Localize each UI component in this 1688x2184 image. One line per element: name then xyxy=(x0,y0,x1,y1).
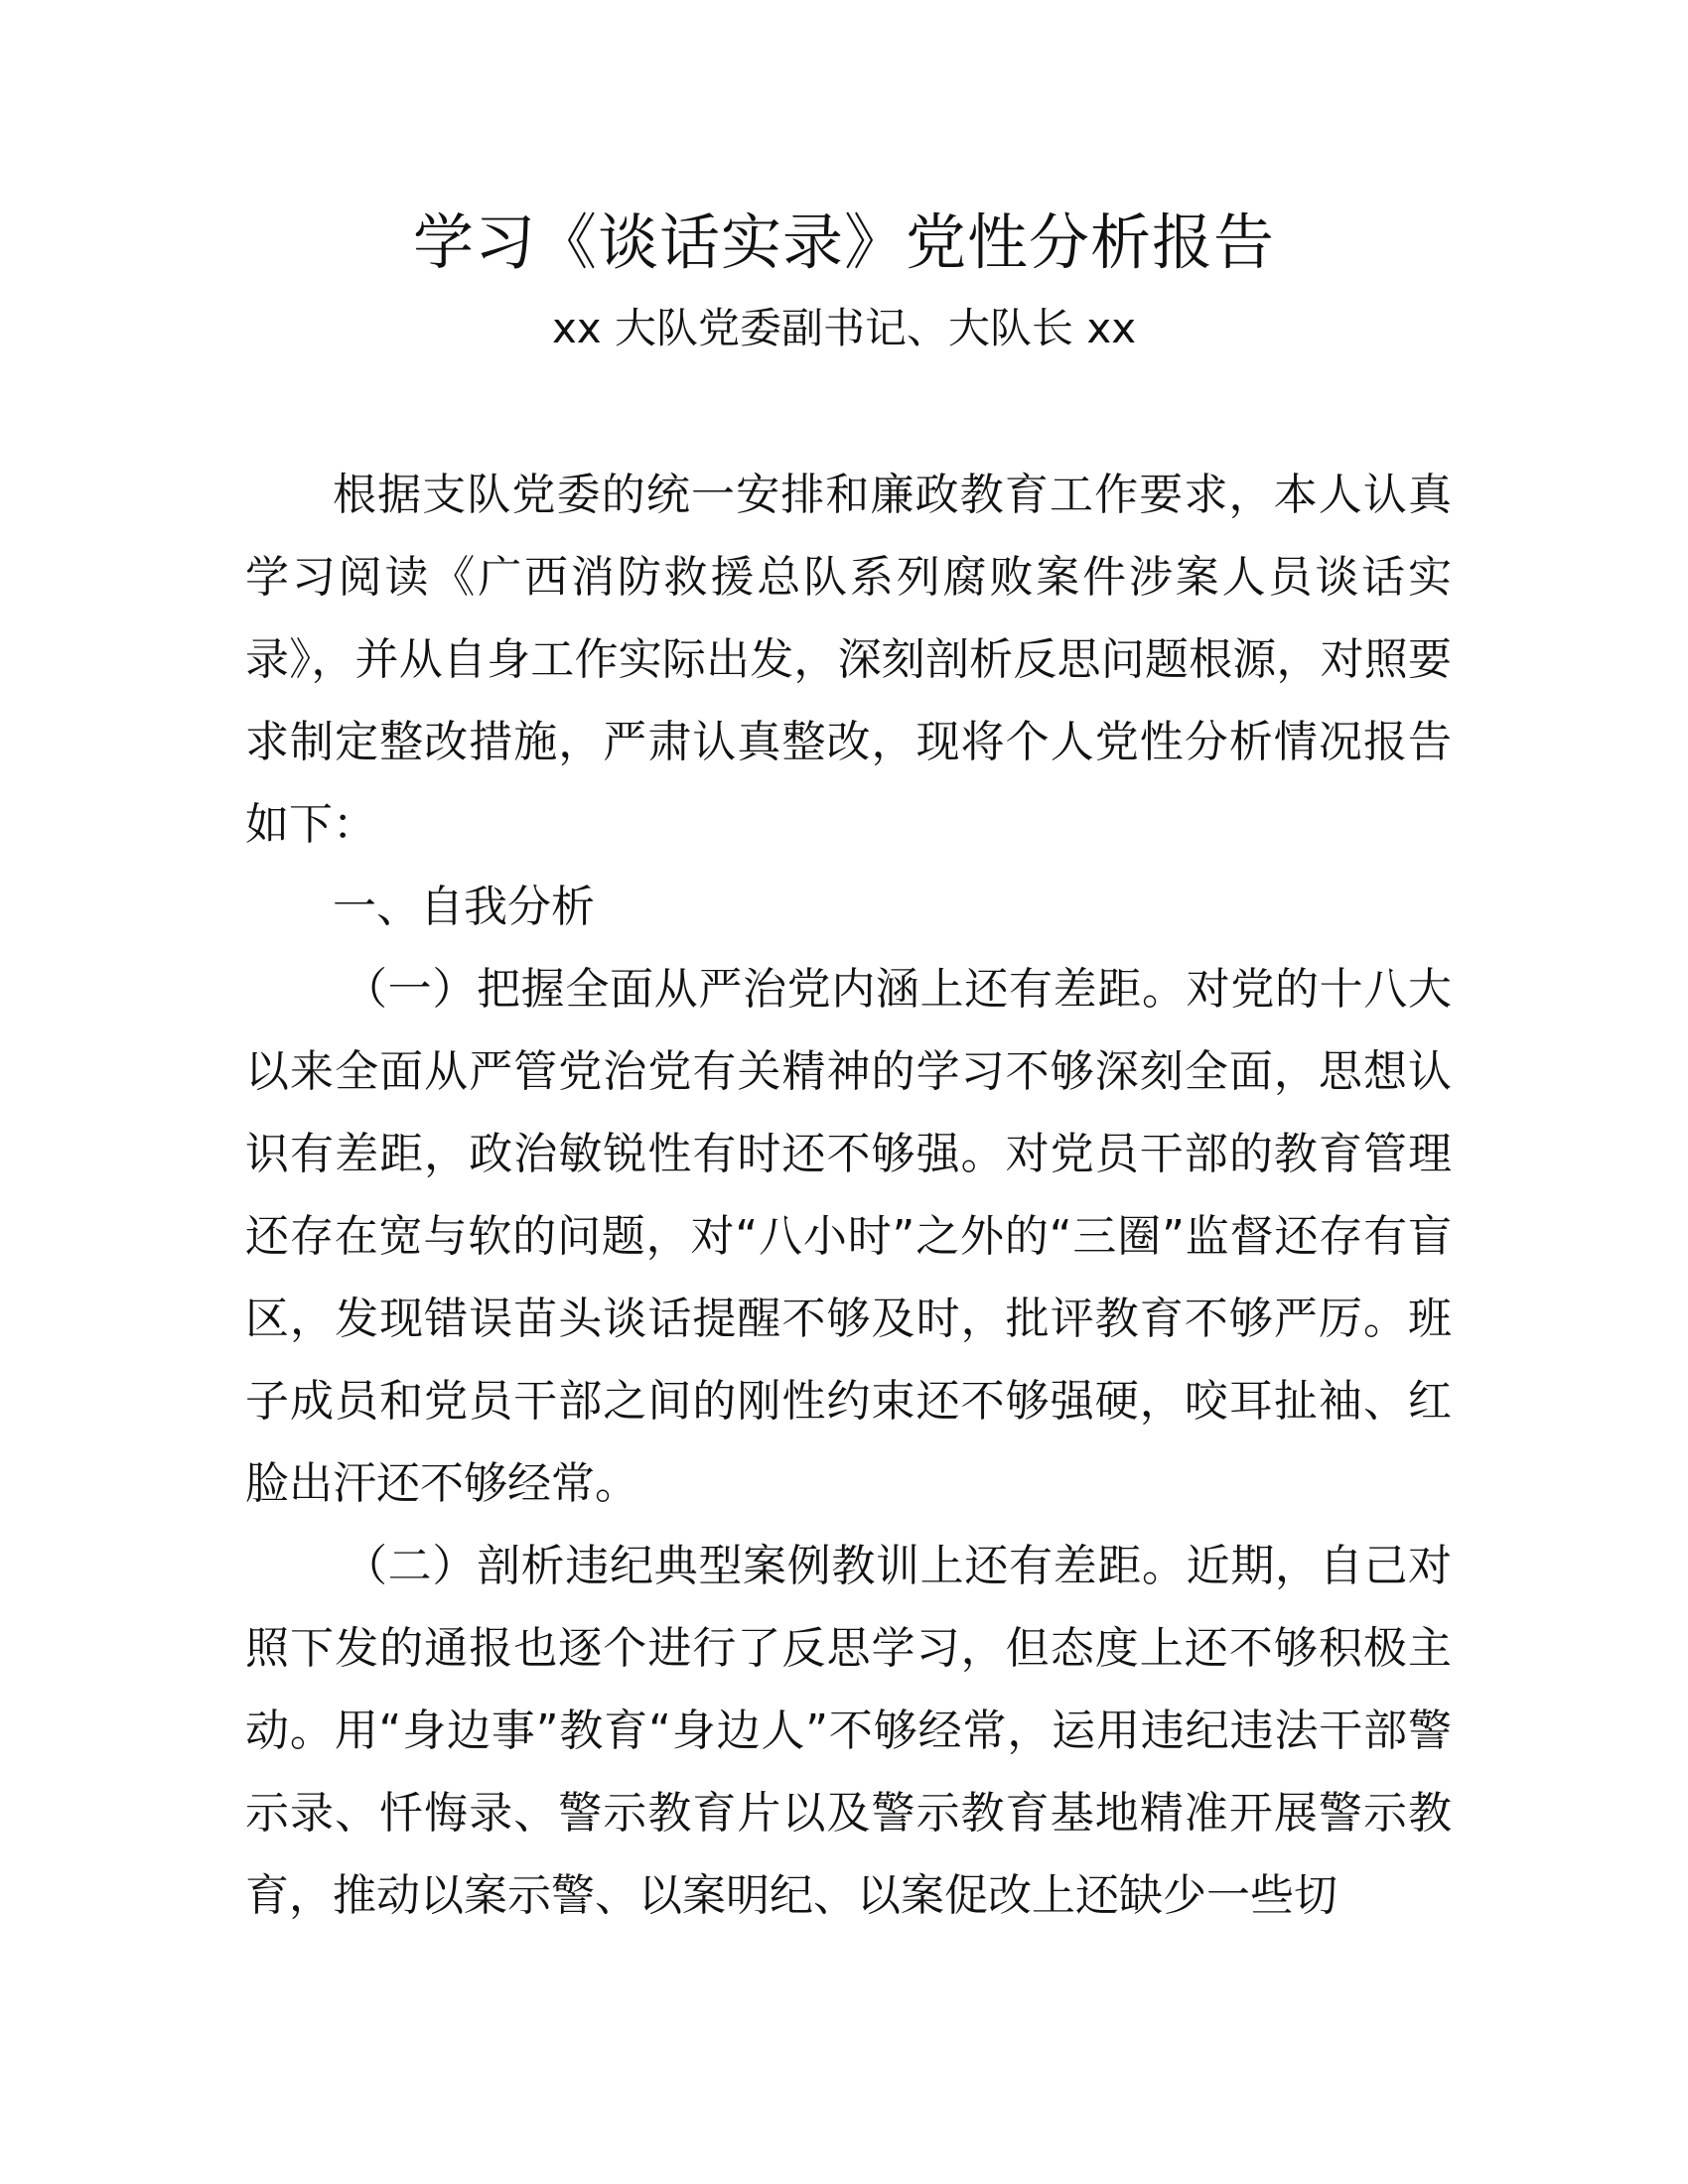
paragraph-point-2: （二）剖析违纪典型案例教训上还有差距。近期，自己对照下发的通报也逐个进行了反思学习，但态度上还不够积极主动。用“身边事”教育“身边人”不够经常，运用违纪违法干部警示录、忏悔录、警示教育片以及警示教育基地精准开展警示教育，推动以案示警、以案明纪、以案促改上还缺少一些切 xyxy=(245,1541,1452,1921)
paragraph-point-1: （一）把握全面从严治党内涵上还有差距。对党的十八大以来全面从严管党治党有关精神的学习不够深刻全面，思想认识有差距，政治敏锐性有时还不够强。对党员干部的教育管理还存在宽与软的问题，对“八小时”之外的“三圈”监督还存有盲区，发现错误苗头谈话提醒不够及时，批评教育不够严厉。班子成员和党员干部之间的刚性约束还不够强硬，咬耳扯袖、红脸出汗还不够经常。 xyxy=(245,964,1452,1509)
intro-paragraph: 根据支队党委的统一安排和廉政教育工作要求，本人认真学习阅读《广西消防救援总队系列腐败案件涉案人员谈话实录》，并从自身工作实际出发，深刻剖析反思问题根源，对照要求制定整改措施，严肃认真整改，现将个人党性分析情况报告如下： xyxy=(245,470,1452,850)
section-heading-self-analysis: 一、自我分析 xyxy=(333,882,595,932)
document-body xyxy=(245,454,1452,1937)
document-title: 学习《谈话实录》党性分析报告 xyxy=(412,207,1275,278)
document-author-line: xx 大队党委副书记、大队长 xx xyxy=(551,304,1137,352)
